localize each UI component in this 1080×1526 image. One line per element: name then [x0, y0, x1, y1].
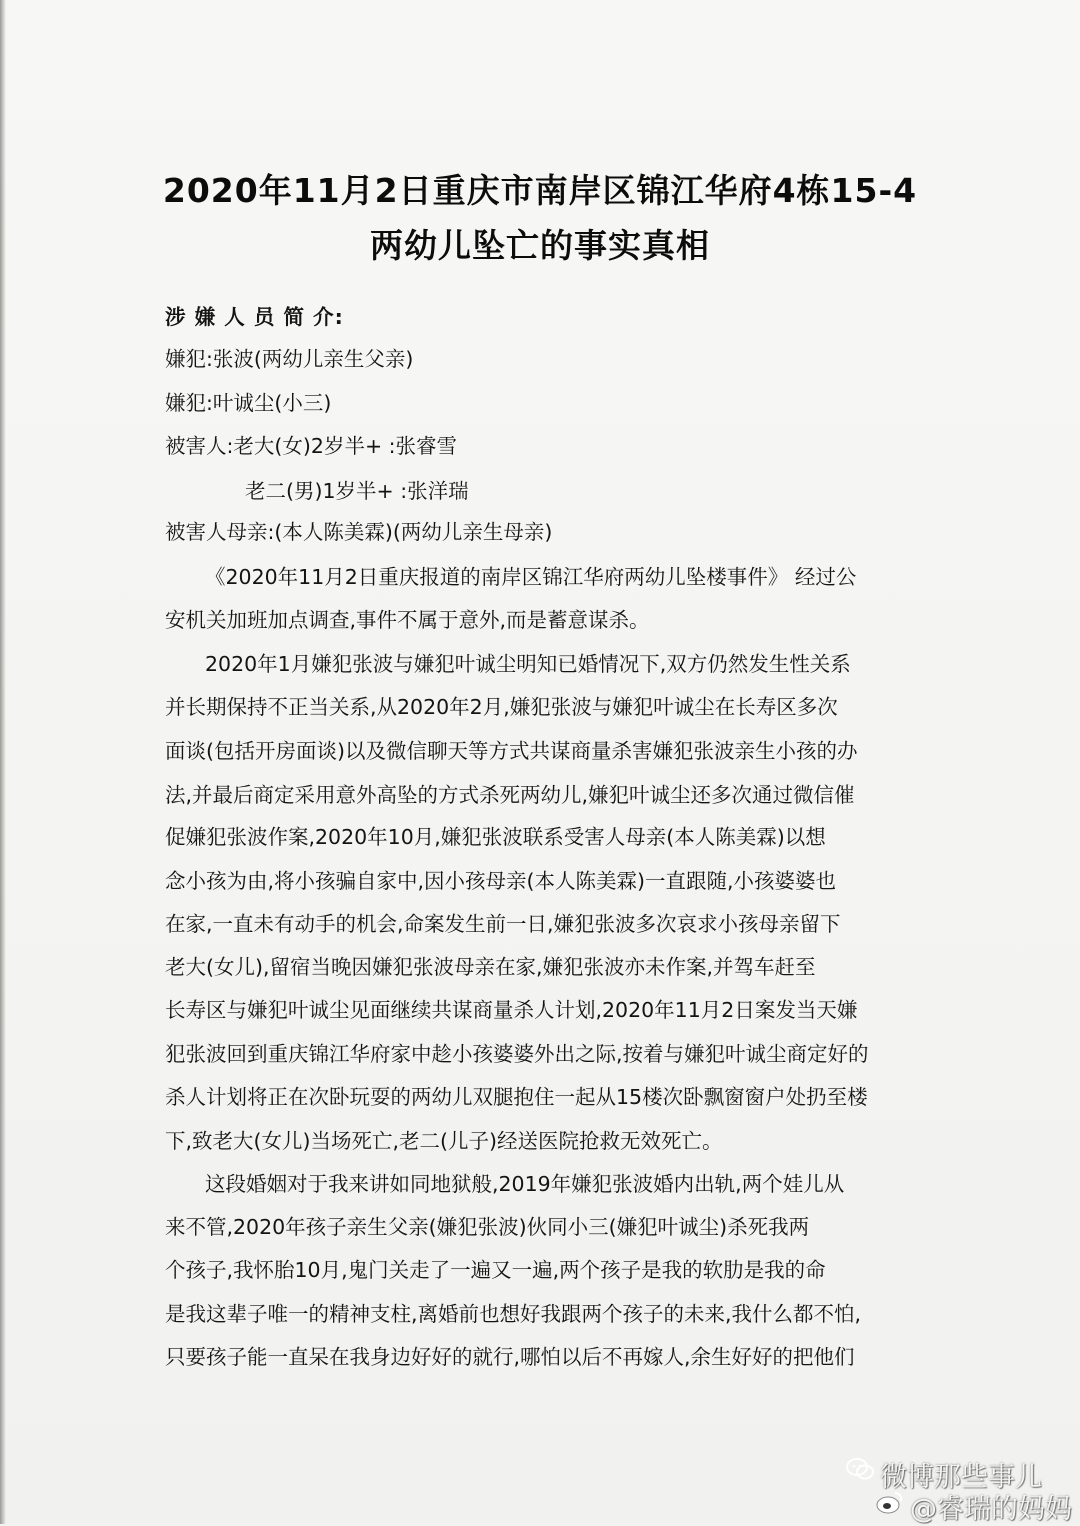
body-line: 长寿区与嫌犯叶诚尘见面继续共谋商量杀人计划,2020年11月2日案发当天嫌 [165, 998, 858, 1022]
body-line: 杀人计划将正在次卧玩耍的两幼儿双腿抱住一起从15楼次卧飘窗窗户处扔至楼 [165, 1085, 868, 1109]
body-line: 念小孩为由,将小孩骗自家中,因小孩母亲(本人陈美霖)一直跟随,小孩婆婆也 [165, 869, 837, 893]
suspect-1: 嫌犯:张波(两幼儿亲生父亲) [165, 347, 414, 371]
intro-heading: 涉 嫌 人 员 简 介: [165, 305, 344, 329]
body-line: 并长期保持不正当关系,从2020年2月,嫌犯张波与嫌犯叶诚尘在长寿区多次 [165, 695, 838, 719]
body-line: 是我这辈子唯一的精神支柱,离婚前也想好我跟两个孩子的未来,我什么都不怕, [165, 1302, 862, 1326]
suspect-2: 嫌犯:叶诚尘(小三) [165, 391, 332, 415]
document-title-line-2: 两幼儿坠亡的事实真相 [370, 226, 710, 265]
victim-mother: 被害人母亲:(本人陈美霖)(两幼儿亲生母亲) [165, 520, 553, 544]
body-line: 法,并最后商定采用意外高坠的方式杀死两幼儿,嫌犯叶诚尘还多次通过微信催 [165, 783, 855, 807]
body-line: 这段婚姻对于我来讲如同地狱般,2019年嫌犯张波婚内出轨,两个娃儿从 [205, 1172, 845, 1196]
weibo-icon [875, 1489, 905, 1515]
body-line: 《2020年11月2日重庆报道的南岸区锦江华府两幼儿坠楼事件》 经过公 [205, 565, 857, 589]
wechat-icon [845, 1457, 875, 1481]
body-line: 老大(女儿),留宿当晚因嫌犯张波母亲在家,嫌犯张波亦未作案,并驾车赶至 [165, 955, 816, 979]
document-title-line-1: 2020年11月2日重庆市南岸区锦江华府4栋15-4 [162, 171, 918, 210]
wechat-watermark: 微博那些事儿 [880, 1462, 1042, 1493]
body-line: 个孩子,我怀胎10月,鬼门关走了一遍又一遍,两个孩子是我的软肋是我的命 [165, 1258, 826, 1282]
body-line: 下,致老大(女儿)当场死亡,老二(儿子)经送医院抢救无效死亡。 [165, 1129, 723, 1153]
body-line: 在家,一直未有动手的机会,命案发生前一日,嫌犯张波多次哀求小孩母亲留下 [165, 912, 841, 936]
victim-2: 老二(男)1岁半+ :张洋瑞 [245, 479, 469, 503]
body-line: 安机关加班加点调查,事件不属于意外,而是蓄意谋杀。 [165, 608, 650, 632]
weibo-watermark: @睿瑞的妈妈 [910, 1494, 1072, 1525]
body-line: 来不管,2020年孩子亲生父亲(嫌犯张波)伙同小三(嫌犯叶诚尘)杀死我两 [165, 1215, 810, 1239]
body-line: 只要孩子能一直呆在我身边好好的就行,哪怕以后不再嫁人,余生好好的把他们 [165, 1345, 855, 1369]
body-line: 犯张波回到重庆锦江华府家中趁小孩婆婆外出之际,按着与嫌犯叶诚尘商定好的 [165, 1042, 869, 1066]
body-line: 促嫌犯张波作案,2020年10月,嫌犯张波联系受害人母亲(本人陈美霖)以想 [165, 825, 826, 849]
body-line: 面谈(包括开房面谈)以及微信聊天等方式共谋商量杀害嫌犯张波亲生小孩的办 [165, 739, 858, 763]
victim-1: 被害人:老大(女)2岁半+ :张睿雪 [165, 434, 458, 458]
body-line: 2020年1月嫌犯张波与嫌犯叶诚尘明知已婚情况下,双方仍然发生性关系 [205, 652, 851, 676]
